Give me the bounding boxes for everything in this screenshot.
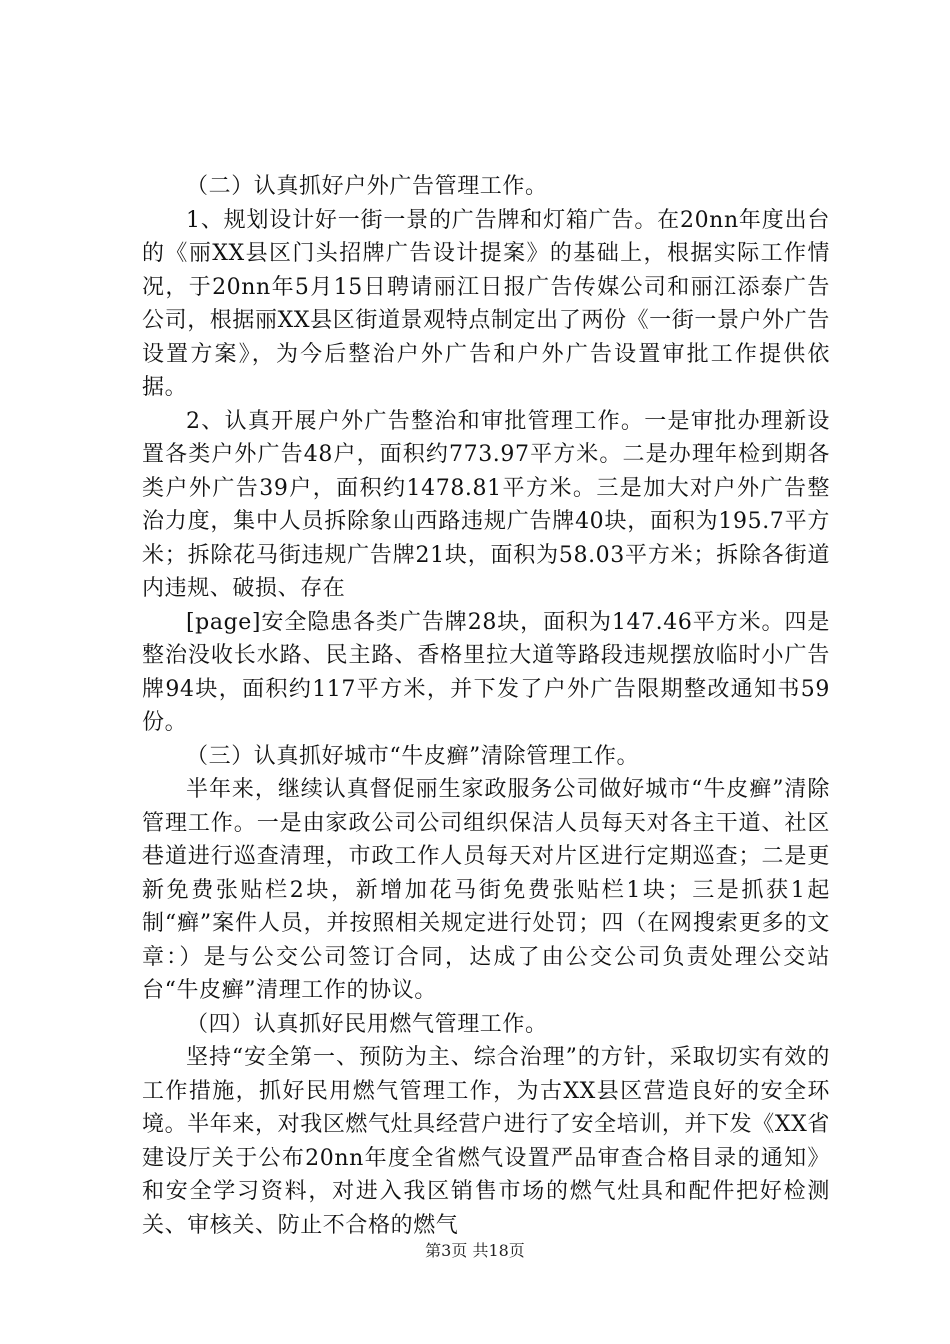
page-footer: 第3页 共18页 [425, 1241, 525, 1260]
paragraph-ad-planning: 1、规划设计好一街一景的广告牌和灯箱广告。在20nn年度出台的《丽XX县区门头招牌广告设计提案》的基础上，根据实际工作情况，于20nn年5月15日聘请丽江日报广告传媒公司和丽江添泰广告公司，根据丽XX县区街道景观特点制定出了两份《一街一景户外广告设置方案》，为今后整治户外广告和户外广告设置审批工作提供依据。 [142, 207, 830, 400]
paragraph-psoriasis-cleanup: 半年来，继续认真督促丽生家政服务公司做好城市“牛皮癣”清除管理工作。一是由家政公司公司组织保洁人员每天对各主干道、社区巷道进行巡查清理，市政工作人员每天对片区进行定期巡查；二是更新免费张贴栏2块，新增加花马街免费张贴栏1块；三是抓获1起制“癣”案件人员，并按照相关规定进行处罚；四（在网搜索更多的文章：）是与公交公司签订合同，达成了由公交公司负责处理公交站台“牛皮癣”清理工作的协议。 [142, 777, 830, 1003]
document-body [142, 170, 830, 1242]
paragraph-ad-rectification-continued: [page]安全隐患各类广告牌28块，面积为147.46平方米。四是整治没收长水路、民主路、香格里拉大道等路段违规摆放临时小广告牌94块，面积约117平方米，并下发了户外广告限期整改通知书59份。 [142, 609, 830, 735]
section-heading-psoriasis-ads: （三）认真抓好城市“牛皮癣”清除管理工作。 [186, 743, 640, 769]
section-heading-gas-management: （四）认真抓好民用燃气管理工作。 [186, 1011, 548, 1037]
paragraph-ad-rectification: 2、认真开展户外广告整治和审批管理工作。一是审批办理新设置各类户外广告48户，面积约773.97平方米。二是办理年检到期各类户外广告39户，面积约1478.81平方米。三是加大对户外广告整治力度，集中人员拆除象山西路违规广告牌40块，面积为195.7平方米；拆除花马街违规广告牌21块，面积为58.03平方米；拆除各街道内违规、破损、存在 [142, 408, 830, 601]
section-heading-outdoor-ads: （二）认真抓好户外广告管理工作。 [186, 174, 548, 199]
paragraph-gas-management: 坚持“安全第一、预防为主、综合治理”的方针，采取切实有效的工作措施，抓好民用燃气管理工作，为古XX县区营造良好的安全环境。半年来，对我区燃气灶具经营户进行了安全培训，并下发《XX省建设厅关于公布20nn年度全省燃气设置严品审查合格目录的通知》和安全学习资料，对进入我区销售市场的燃气灶具和配件把好检测关、审核关、防止不合格的燃气 [142, 1045, 830, 1238]
